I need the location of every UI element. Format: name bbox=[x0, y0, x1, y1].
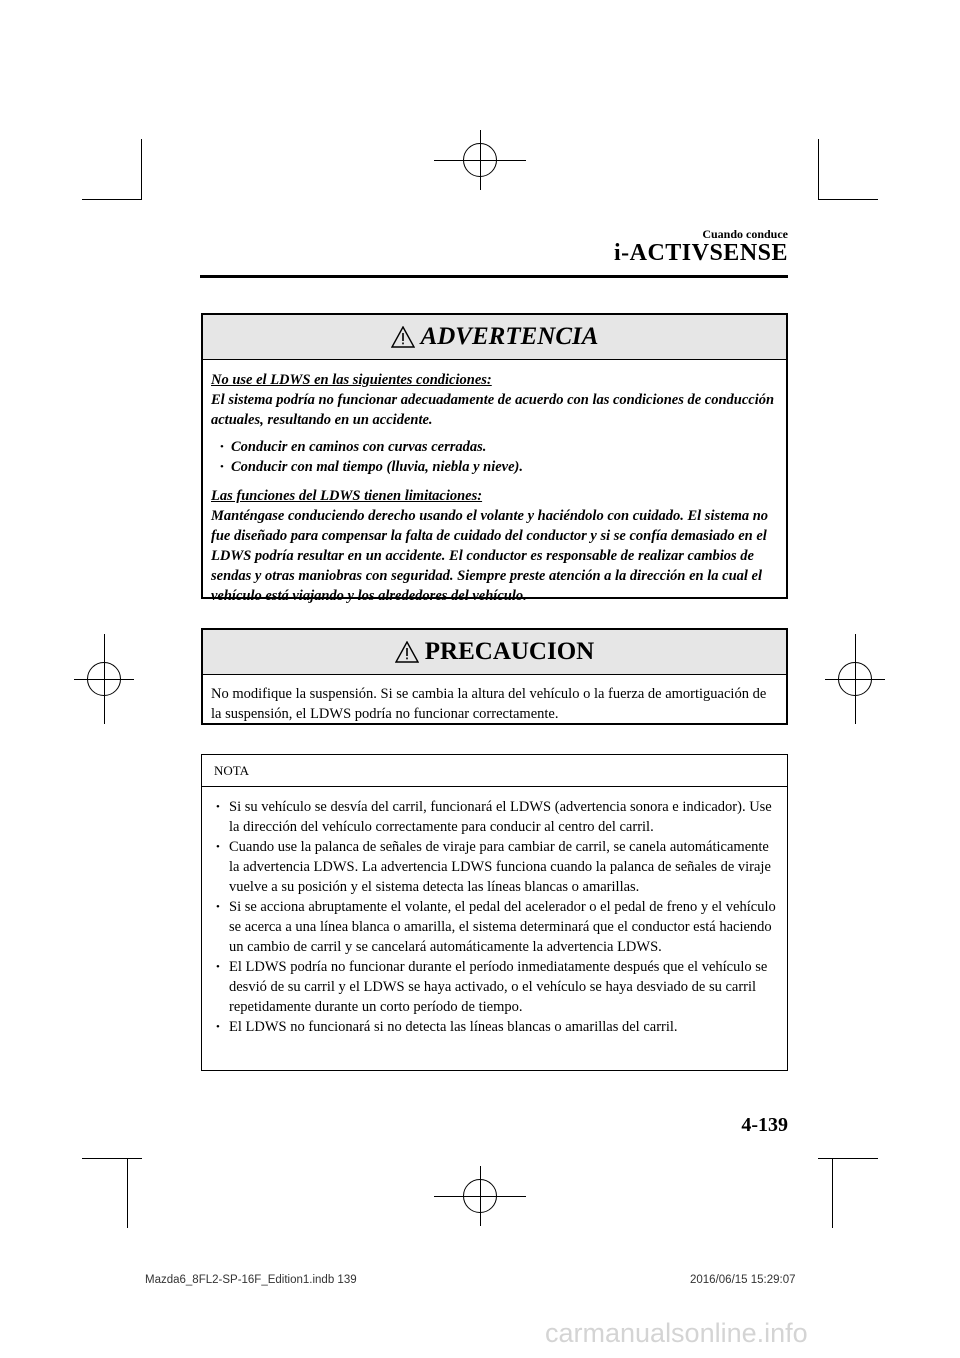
warning-box bbox=[201, 313, 788, 604]
note-list bbox=[202, 797, 787, 1037]
note-title: NOTA bbox=[202, 755, 787, 787]
page-number: 4-139 bbox=[741, 1114, 788, 1136]
warning-bullet-list bbox=[211, 437, 778, 477]
header-divider bbox=[200, 275, 788, 278]
caution-header bbox=[203, 630, 786, 675]
caution-box bbox=[201, 628, 788, 725]
note-box bbox=[201, 754, 788, 1071]
footer-timestamp: 2016/06/15 15:29:07 bbox=[690, 1274, 796, 1286]
list-item: • Si su vehículo se desvía del carril, funcionará el LDWS (advertencia sonora e indicador). Use la dirección del vehículo correctamente para conducir al centro del carril. bbox=[202, 797, 787, 837]
caution-title: PRECAUCION bbox=[424, 638, 595, 665]
warning-limits-text: Manténgase conduciendo derecho usando el volante y haciéndolo con cuidado. El sistema no fue diseñado para compensar la falta de cuidado del conductor y si se confía demasiado en el LDWS podría resultar en un accidente. El conductor es responsable de realizar cambios de sendas y otras maniobras con seguridad. Siempre preste atención a la dirección en la cual el vehículo está viajando y los alrededores del vehículo. bbox=[211, 508, 769, 604]
caution-triangle-icon bbox=[395, 641, 419, 663]
list-item: • El LDWS no funcionará si no detecta las líneas blancas o amarillas del carril. bbox=[202, 1017, 787, 1037]
warning-body bbox=[203, 360, 786, 606]
caution-body bbox=[203, 675, 786, 724]
warning-limits-heading: Las funciones del LDWS tienen limitaciones: bbox=[211, 488, 483, 504]
footer-filename: Mazda6_8FL2-SP-16F_Edition1.indb 139 bbox=[145, 1274, 357, 1286]
warning-triangle-icon bbox=[391, 326, 415, 348]
warning-intro-text: El sistema podría no funcionar adecuadamente de acuerdo con las condiciones de conducción actuales, resultando en un accidente. bbox=[211, 392, 775, 428]
caution-text: No modifique la suspensión. Si se cambia la altura del vehículo o la fuerza de amortiguación de la suspensión, el LDWS podría no funcionar correctamente. bbox=[211, 686, 767, 722]
watermark: carmanualsonline.info bbox=[545, 1318, 808, 1348]
section-title: i-ACTIVSENSE bbox=[613, 240, 788, 266]
warning-header bbox=[203, 315, 786, 360]
warning-title: ADVERTENCIA bbox=[420, 323, 599, 350]
list-item: • El LDWS podría no funcionar durante el período inmediatamente después que el vehículo se desvió de su carril y el LDWS se haya activado, o el vehículo se haya desviado de su carril repetidamente durante un corto período de tiempo. bbox=[202, 957, 787, 1017]
warning-intro-heading: No use el LDWS en las siguientes condiciones: bbox=[211, 372, 492, 388]
section-subtitle: Cuando conduce bbox=[702, 227, 788, 241]
list-item: • Si se acciona abruptamente el volante, el pedal del acelerador o el pedal de freno y el vehículo se acerca a una línea blanca o amarilla, el sistema determinará que el conductor está haciendo un cambio de carril y se cancelará automáticamente la advertencia LDWS. bbox=[202, 897, 787, 957]
list-item: • Cuando use la palanca de señales de viraje para cambiar de carril, se canela automáticamente la advertencia LDWS. La advertencia LDWS funciona cuando la palanca de señales de viraje vuelve a su posición y el sistema detecta las líneas blancas o amarillas. bbox=[202, 837, 787, 897]
list-item: • Conducir en caminos con curvas cerradas. bbox=[211, 437, 778, 457]
list-item: • Conducir con mal tiempo (lluvia, niebla y nieve). bbox=[211, 457, 778, 477]
